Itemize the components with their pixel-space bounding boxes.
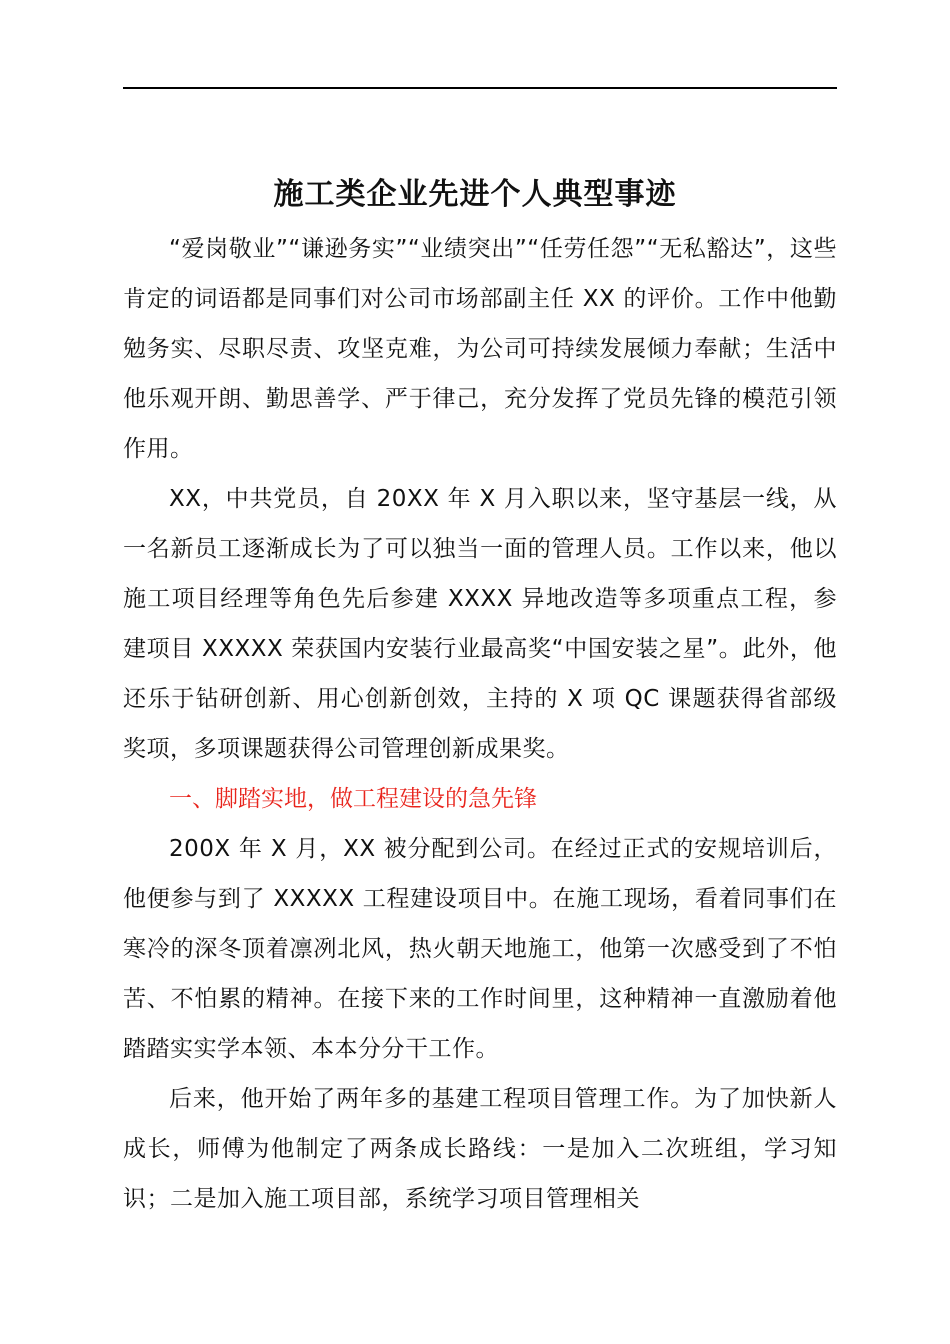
document-body — [123, 224, 837, 1224]
paragraph-section-2: 后来，他开始了两年多的基建工程项目管理工作。为了加快新人成长，师傅为他制定了两条成长路线：一是加入二次班组，学习知识；二是加入施工项目部，系统学习项目管理相关 — [123, 1086, 837, 1212]
paragraph-intro: “爱岗敬业”“谦逊务实”“业绩突出”“任劳任怨”“无私豁达”，这些肯定的词语都是同事们对公司市场部副主任 XX 的评价。工作中他勤勉务实、尽职尽责、攻坚克难，为公司可持续发展倾力奉献；生活中他乐观开朗、勤思善学、严于律己，充分发挥了党员先锋的模范引领作用。 — [123, 236, 837, 462]
section-heading-1: 一、脚踏实地，做工程建设的急先锋 — [169, 786, 537, 812]
header-rule — [123, 87, 837, 89]
paragraph-section-1: 200X 年 X 月，XX 被分配到公司。在经过正式的安规培训后，他便参与到了 XXXXX 工程建设项目中。在施工现场，看着同事们在寒冷的深冬顶着凛冽北风，热火朝天地施工，他第一次感受到了不怕苦、不怕累的精神。在接下来的工作时间里，这种精神一直激励着他踏踏实实学本领、本本分分干工作。 — [123, 836, 837, 1062]
paragraph-profile: XX，中共党员，自 20XX 年 X 月入职以来，坚守基层一线，从一名新员工逐渐成长为了可以独当一面的管理人员。工作以来，他以施工项目经理等角色先后参建 XXXX 异地改造等多项重点工程，参建项目 XXXXX 荣获国内安装行业最高奖“中国安装之星”。此外，他还乐于钻研创新、用心创新创效，主持的 X 项 QC 课题获得省部级奖项，多项课题获得公司管理创新成果奖。 — [123, 486, 837, 762]
document-title: 施工类企业先进个人典型事迹 — [273, 177, 677, 213]
